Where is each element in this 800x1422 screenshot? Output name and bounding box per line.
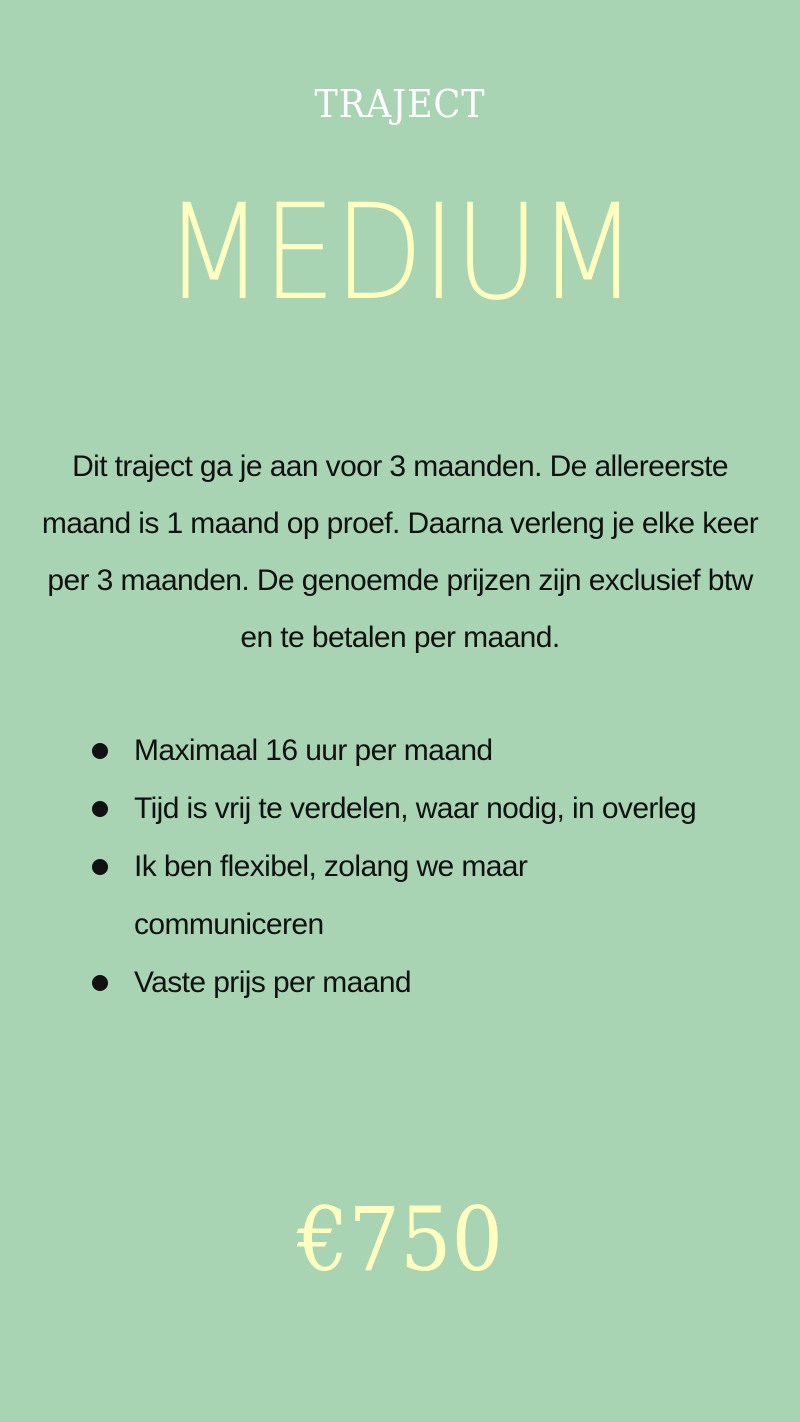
feature-item — [90, 838, 554, 954]
feature-text: Tijd is vrij te verdelen, waar nodig, in overleg — [134, 792, 697, 825]
feature-list — [90, 722, 750, 1012]
feature-text: Vaste prijs per maand — [134, 966, 411, 999]
plan-title: MEDIUM — [163, 176, 637, 330]
bullet-icon — [92, 801, 108, 817]
bullet-icon — [92, 743, 108, 759]
card-kicker: TRAJECT — [314, 82, 486, 126]
plan-price: €750 — [296, 1188, 504, 1291]
feature-item — [90, 722, 750, 780]
bullet-icon — [92, 975, 108, 991]
feature-text: Ik ben flexibel, zolang we maar communiceren — [134, 850, 528, 941]
plan-description: Dit traject ga je aan voor 3 maanden. De allereerste maand is 1 maand op proef. Daarna verleng je elke keer per 3 maanden. De genoemde prijzen zijn exclusief btw en te betalen per maand. — [41, 450, 759, 654]
feature-item — [90, 780, 750, 838]
bullet-icon — [92, 859, 108, 875]
feature-text: Maximaal 16 uur per maand — [134, 734, 493, 767]
feature-item — [90, 954, 750, 1012]
